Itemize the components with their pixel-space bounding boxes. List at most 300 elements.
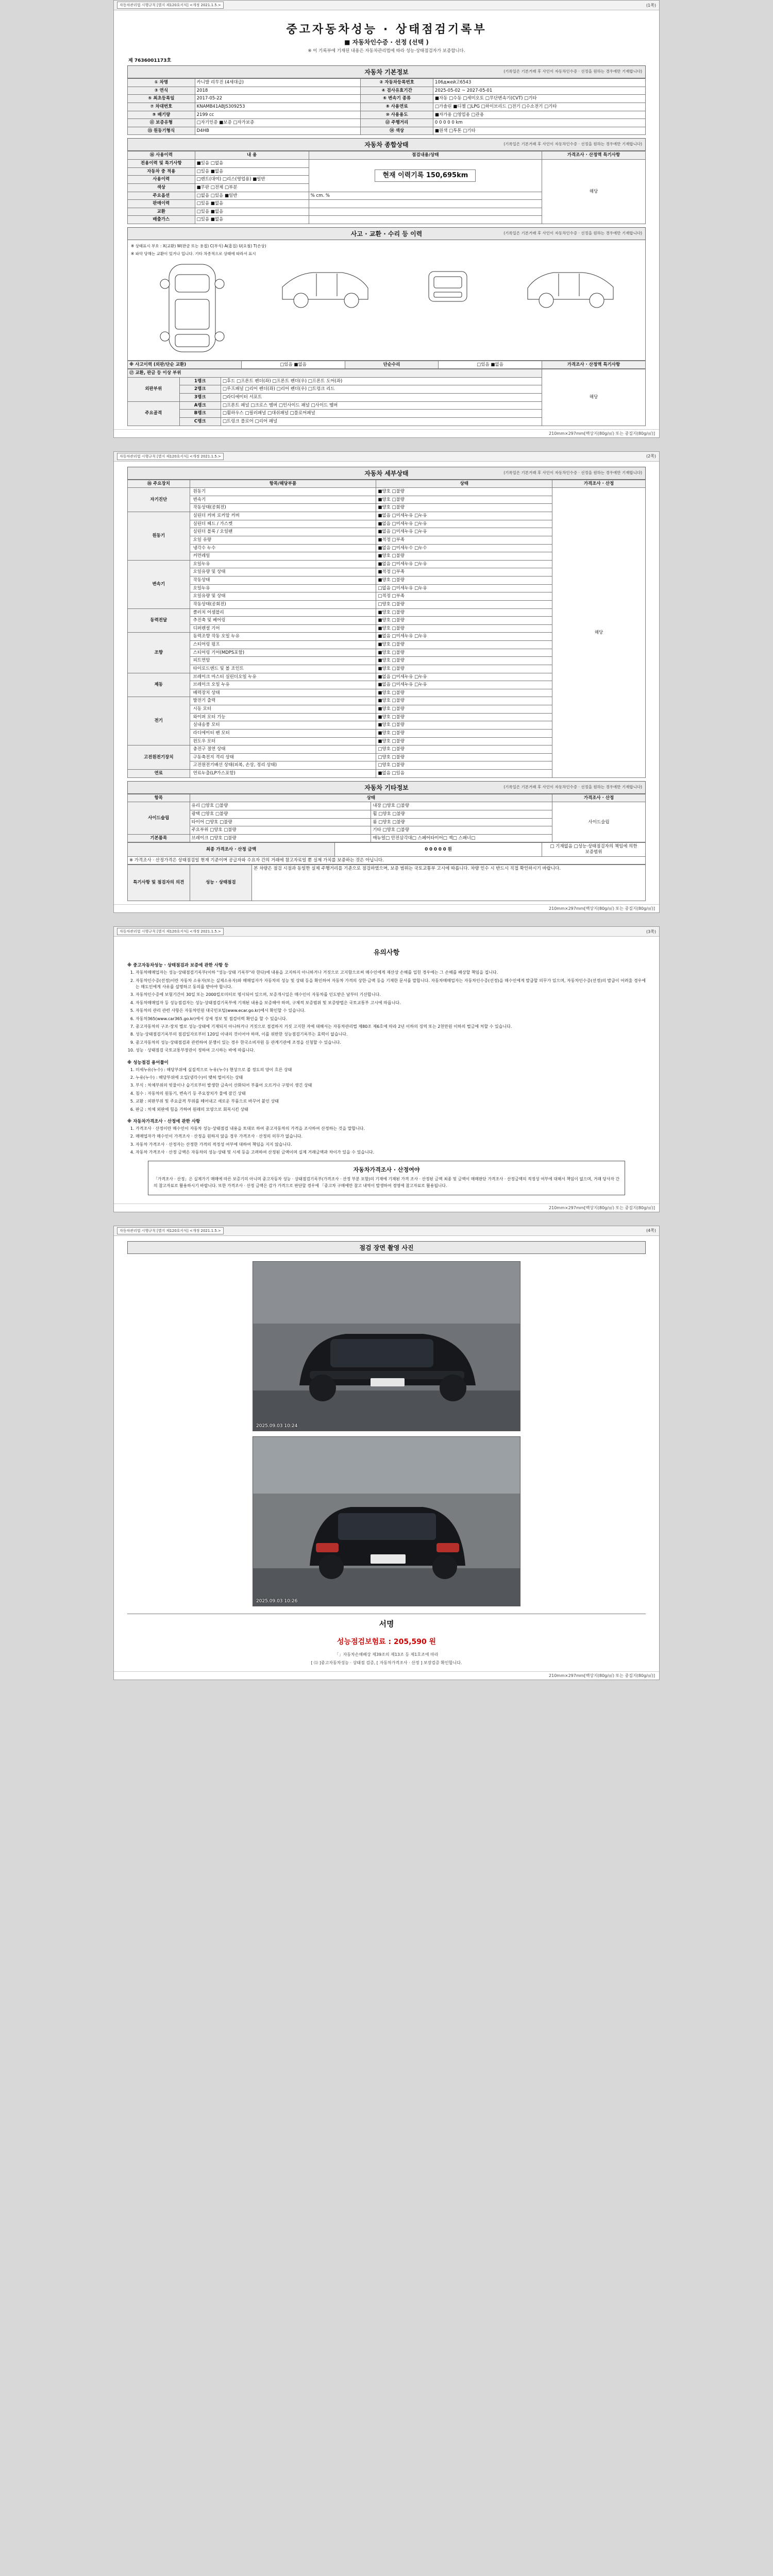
page-header-2 xyxy=(114,452,659,462)
table-header-row xyxy=(128,151,646,160)
detail-item-state: ■양호 □불량 xyxy=(376,617,552,625)
detail-item-state: ■없음 □미세누수 □누수 xyxy=(376,544,552,552)
detail-item-state: ■없음 □미세누유 □누유 xyxy=(376,633,552,641)
row-note xyxy=(309,208,542,216)
notice-item: 3. 부식 : 차체부위의 빗물이나 습기로부터 발생한 금속이 산화되어 부풀어 오르거나 구멍이 생긴 상태 xyxy=(136,1082,646,1089)
band-note-accident: (기록일은 기본거래 후 사인이 자동차인수증 · 선정을 원하는 경우에만 기재합니다) xyxy=(503,231,642,235)
detail-item-name: 커먼레일 xyxy=(190,552,376,561)
parts-header: ⑰ 교환, 판금 등 이상 부위 xyxy=(128,369,542,378)
row-note xyxy=(309,216,542,224)
photo-gallery xyxy=(127,1254,646,1614)
detail-item-name: 작동상태 xyxy=(190,577,376,585)
detail-item-state: ■양호 □불량 xyxy=(376,641,552,649)
band-label-accident: 사고 · 교환 · 수리 등 이력 xyxy=(350,230,423,238)
cell-value: 106джей고6543 xyxy=(433,79,645,87)
notice-box xyxy=(148,1161,625,1195)
rank-label: C랭크 xyxy=(179,417,221,426)
rank-label: 1랭크 xyxy=(179,377,221,385)
rank-label: 2랭크 xyxy=(179,385,221,394)
page-3 xyxy=(113,926,660,1212)
car-side-left-icon xyxy=(276,259,374,316)
notice-item: 2. 매매업자가 매수인이 가격조사 · 산정을 원하지 않을 경우 가격조사 · 산정의 의무가 없습니다. xyxy=(136,1133,646,1140)
document-subnote: ※ 이 기록부에 기재된 내용은 자동차관리법에 따라 성능·상태점검자가 보증합니다. xyxy=(308,48,465,54)
detail-group-label: 연료 xyxy=(128,770,190,778)
detail-item-name: 스티어링 기어(MDPS포함) xyxy=(190,649,376,657)
repair-value: □있음 ■없음 xyxy=(438,361,542,369)
page-footer-1: 210mm×297mm[백상지(80g/㎡) 또는 중질지(80g/㎡)] xyxy=(114,429,659,437)
cell-label: ⑥ 변속기 종류 xyxy=(361,95,433,103)
row-key: 판매이력 xyxy=(128,200,195,208)
notice-box-text: 「가격조사 · 산정」은 실제가기 매매에 따른 보증기의 아니며 중고자동차 성능 · 상태점검기록부(가격조사 · 산정 부분 포함)의 기재에 기재된 가격 조사 · 산정된 금액 최종 및 금액이 매매판단 가격조사 · 산정금액의 적정성 여부에 대해서 책임이 없으며, 거래 당사자 간의 참고자료로 활용하시기 바랍니다. 또한 가격조사 · 산정 금액은 감가 가격으로 판단할 경우에 「중고차 구매에만 참고 내역이 발생하여 경영에 참고자료로 활용됩니다. xyxy=(154,1177,620,1188)
detail-group-label: 변속기 xyxy=(128,560,190,608)
detail-item-name: 실린더 커버 로커암 커버 xyxy=(190,512,376,520)
etc-a: 브레이크 □양호 □불량 xyxy=(190,834,371,842)
table-row xyxy=(128,111,646,119)
detail-group-label: 원동기 xyxy=(128,512,190,561)
detail-item-state: ■적정 □부족 xyxy=(376,568,552,577)
band-note-basic: (기록일은 기본거래 후 사인이 자동차인수증 · 선정을 원하는 경우에만 기재합니다) xyxy=(503,69,642,74)
notice-item: 1. 가격조사 · 산정이란 매수인이 자동차 성능·상태점검 내용을 토대로 하여 중고자동차의 가격을 조사하여 산정하는 것을 말합니다. xyxy=(136,1126,646,1132)
detail-item-name: 동력조향 작동 오일 누유 xyxy=(190,633,376,641)
detail-item-state: ■양호 □불량 xyxy=(376,577,552,585)
detail-state-table xyxy=(127,480,646,778)
notice-item: 2. 누유(누수) : 해당부위에 오일(냉각수)이 맺혀 떨어지는 상태 xyxy=(136,1075,646,1081)
detail-item-state: ■없음 □미세누유 □누유 xyxy=(376,681,552,689)
notice-item: 10. 성능 · 상태점검 국토교통부장관이 정하여 고시하는 바에 따릅니다. xyxy=(136,1047,646,1054)
rank-value: □라디에이터 서포트 xyxy=(221,394,542,402)
detail-item-name: 브레이크 오일 누유 xyxy=(190,681,376,689)
section-band-etc xyxy=(127,781,646,794)
cell-label: ② 자동차등록번호 xyxy=(361,79,433,87)
notice-sec-2: ※ 성능점검 용어풀이 xyxy=(127,1060,169,1065)
accident-label: ※ 사고이력 (외판/단순 교환) xyxy=(128,361,242,369)
row-key: 배출가스 xyxy=(128,216,195,224)
form-code-2: 자동차관리법 시행규칙 [별지 제120호서식] <개정 2021.1.5.> xyxy=(117,453,224,460)
etc-a: 주요부위 □양호 □불량 xyxy=(190,826,371,835)
final-price-table xyxy=(127,842,646,865)
detail-item-state: ■양호 □불량 xyxy=(376,665,552,673)
page-1 xyxy=(113,0,660,438)
rank-label: A랭크 xyxy=(179,401,221,410)
photo-timestamp: 2025.09.03 10:26 xyxy=(256,1598,298,1604)
damage-diagram xyxy=(127,240,646,361)
notice-item: 4. 자동차 가격조사 · 산정 금액은 자동차의 성능·상태 및 시세 등을 고려하여 산정된 금액이며 실제 거래금액과 차이가 있을 수 있습니다. xyxy=(136,1149,646,1156)
row-opts: □있음 ■없음 xyxy=(195,167,309,176)
notice-item: 7. 중고자동차의 구조·장치 별로 성능·상태에 기재되지 아니하거나 거짓으로 점검하지 거짓 고지한 자에 대해서는 자동차관리법 제80조 제6호에 따라 2년 이하의 징역 또는 2천만원 이하의 벌금에 처할 수 있습니다. xyxy=(136,1024,646,1030)
final-price-amount: 0 0 0 0 0 원 xyxy=(335,843,542,856)
row-key: 색상 xyxy=(128,183,195,192)
notice-list-3 xyxy=(127,1126,646,1156)
detail-item-name: 디퍼렌셜 기어 xyxy=(190,624,376,633)
notice-list-2 xyxy=(127,1067,646,1113)
notice-item: 4. 자동차매매업자 등 성능점검자는 성능·상태점검기록부에 기재된 내용을 보증해야 하며, 구체적 보증범위 및 보증방법은 국토교통부 고시에 따릅니다. xyxy=(136,1000,646,1006)
cell-value: KNAMB41ABJS309253 xyxy=(195,103,361,111)
detail-group-label: 전기 xyxy=(128,697,190,745)
detail-group-label: 조향 xyxy=(128,633,190,673)
cell-value: ■자동 □수동 □세미오토 □무단변속기(CVT) □기타 xyxy=(433,95,645,103)
table-row xyxy=(128,119,646,127)
band-note-etc: (기록일은 기본거래 후 사인이 자동차인수증 · 선정을 원하는 경우에만 기재합니다) xyxy=(503,784,642,789)
car-top-view-icon xyxy=(154,259,231,357)
price-note-cell: 해당 xyxy=(542,160,645,224)
etc-a: 유리 □양호 □불량 xyxy=(190,802,371,810)
final-price-sub: □ 기재없음 □성능·상태점검자의 책임에 의한 보증범위 xyxy=(542,843,646,856)
diagram-legend-2: ※ 파악 당해는 교환이 있거나 입니다. 기타 차종적으로 상태에 따라서 표시 xyxy=(131,251,256,257)
detail-item-name: 작동상태(공회전) xyxy=(190,600,376,608)
detail-item-name: 실내송풍 모터 xyxy=(190,721,376,730)
parts-price-note: 해당 xyxy=(542,369,645,426)
cell-label: ⑬ 원동기형식 xyxy=(128,127,195,135)
detail-group-label: 고전원전기장치 xyxy=(128,745,190,770)
detail-group-label: 자기진단 xyxy=(128,488,190,512)
detail-item-name: 스티어링 펌프 xyxy=(190,641,376,649)
etc-b: 내장 □양호 □불량 xyxy=(371,802,552,810)
detail-item-state: ■없음 □미세누유 □누유 xyxy=(376,520,552,528)
group-label: 주요골격 xyxy=(128,401,180,426)
section-band-photos xyxy=(127,1241,646,1254)
car-side-right-icon xyxy=(522,259,619,316)
rank-value: □프론트 패널 □크로스 멤버 □인사이드 패널 □사이드 멤버 xyxy=(221,401,542,410)
detail-item-name: 클러치 어셈블리 xyxy=(190,608,376,617)
row-opts: □없음 □있음 ■일반 xyxy=(195,192,309,200)
cell-label: ⑭ 색상 xyxy=(361,127,433,135)
document-subtitle: ■ 자동차인수증 · 선정 (선택 ) xyxy=(344,39,429,46)
cell-value: ■자가용 □영업용 □관용 xyxy=(433,111,645,119)
row-opts: □있음 ■없음 xyxy=(195,216,309,224)
detail-item-name: 고전원전기배선 상태(피복, 손상, 정리 상태) xyxy=(190,761,376,770)
detail-item-state: ■양호 □불량 xyxy=(376,729,552,737)
detail-item-state: □양호 □불량 xyxy=(376,761,552,770)
band-label-etc: 자동차 기타정보 xyxy=(364,784,409,791)
mileage-value: 현재 이력기록 150,695km xyxy=(375,170,476,182)
inspection-insurance-fee: 성능점검보험료 : 205,590 원 xyxy=(337,1637,436,1646)
detail-item-state: □없음 □미세누유 □누유 xyxy=(376,584,552,592)
detail-item-state: ■양호 □불량 xyxy=(376,496,552,504)
table-row xyxy=(128,488,646,496)
detail-item-name: 추진축 및 베어링 xyxy=(190,617,376,625)
row-opts: □렌트(대여) □리스(영업용) ■일반 xyxy=(195,176,309,184)
car-diagram-top xyxy=(154,259,231,357)
rank-value: □휠하우스 □필러패널 □대쉬패널 □플로어패널 xyxy=(221,410,542,418)
table-header-row xyxy=(128,794,646,802)
col-head-0: ⑯ 사용이력 xyxy=(128,151,195,160)
rank-label: 3랭크 xyxy=(179,394,221,402)
etc-b: 룸 □양호 □불량 xyxy=(371,818,552,826)
detail-item-state: ■양호 □불량 xyxy=(376,488,552,496)
detail-price-note: 해당 xyxy=(552,488,646,778)
basic-info-table xyxy=(127,78,646,135)
repair-label: 단순수리 xyxy=(345,361,439,369)
document-number: 제 7636001173호 xyxy=(128,58,172,63)
detail-item-state: ■양호 □불량 xyxy=(376,608,552,617)
col-head-3: 가격조사 · 산정액 특기사항 xyxy=(542,151,645,160)
page4-footnote-2: [ ⑴ ]중고자동차성능 · 상태점 검증, [ 자동차가격조사 · 산정 ] 보장검증 확인합니다. xyxy=(311,1660,462,1665)
cell-label: ① 차명 xyxy=(128,79,195,87)
inspection-photo-front xyxy=(253,1261,520,1431)
detail-item-name: 연료누출(LP가스포함) xyxy=(190,770,376,778)
col-head-1: 항목/해당부품 xyxy=(190,480,376,488)
detail-item-name: 와이퍼 모터 기능 xyxy=(190,713,376,721)
detail-item-name: 실린더 헤드 / 가스켓 xyxy=(190,520,376,528)
price-note-label: 가격조사 · 산정액 특기사항 xyxy=(542,361,645,369)
notice-title: 유의사항 xyxy=(373,949,400,957)
detail-group-label: 제동 xyxy=(128,673,190,697)
etc-a: 타이어 □양호 □불량 xyxy=(190,818,371,826)
cell-label: ⑪ 보증유형 xyxy=(128,119,195,127)
notice-item: 3. 자동차 가격조사 · 산정자는 산정한 가격의 적정성 여부에 대하여 책임을 지지 않습니다. xyxy=(136,1142,646,1148)
band-label-overall: 자동차 종합상태 xyxy=(364,141,409,149)
table-row xyxy=(128,160,646,168)
detail-item-state: ■없음 □있음 xyxy=(376,770,552,778)
table-header-row xyxy=(128,480,646,488)
cell-value: 2199 cc xyxy=(195,111,361,119)
final-price-label: 최종 가격조사 · 산정 금액 xyxy=(128,843,335,856)
table-row xyxy=(128,103,646,111)
detail-item-name: 발전기 출력 xyxy=(190,697,376,705)
etc-info-table xyxy=(127,794,646,843)
section-band-detail xyxy=(127,467,646,480)
photo-front-illustration xyxy=(253,1262,520,1431)
etc-group-label: 기본품목 xyxy=(128,834,190,842)
table-row xyxy=(128,856,646,865)
cell-value: 0 0 0 0 0 km xyxy=(433,119,645,127)
notice-item: 5. 교환 : 외판부위 및 주요골격 부위를 떼어내고 새로운 부품으로 바꾸어 붙인 상태 xyxy=(136,1098,646,1105)
rank-label: B랭크 xyxy=(179,410,221,418)
notice-item: 4. 침수 : 자동차의 원동기, 변속기 등 주요장치가 물에 잠긴 상태 xyxy=(136,1091,646,1097)
detail-item-state: □양호 □불량 xyxy=(376,745,552,754)
cell-label: ⑧ 사용연료 xyxy=(361,103,433,111)
notice-item: 1. 자동차매매업자는 성능·상태점검기록부(이하 "성능·상태 기록부"라 한다)에 내용을 고지하지 아니하거나 거짓으로 고지함으로써 매수인에게 재산상 손해를 입힌 경우에는 그 손해를 배상할 책임을 집니다. xyxy=(136,970,646,976)
table-row xyxy=(128,369,646,378)
parts-exchange-table xyxy=(127,369,646,426)
detail-item-name: 충전구 절연 상태 xyxy=(190,745,376,754)
detail-item-state: ■양호 □불량 xyxy=(376,552,552,561)
col-head-2: 가격조사 · 산정 xyxy=(552,794,646,802)
notice-item: 3. 자동차인수증에 보험기간이 30일 또는 2000킬로미터로 명시되어 있으며, 보증개시일은 매수인이 자동차를 인도받은 날부터 기산합니다. xyxy=(136,992,646,998)
detail-item-name: 타이로드엔드 및 볼 조인트 xyxy=(190,665,376,673)
rank-value: □루프패널 □리어 펜더(좌) □리어 펜더(우) □트렁크 리드 xyxy=(221,385,542,394)
detail-item-name: 오일 유량 xyxy=(190,536,376,544)
group-label: 외판부위 xyxy=(128,377,180,401)
car-diagram-row xyxy=(131,259,642,357)
detail-item-state: ■적정 □부족 xyxy=(376,536,552,544)
row-key: 전용이력 및 특기사항 xyxy=(128,160,195,168)
col-head-0: 항목 xyxy=(128,794,190,802)
notice-list-1 xyxy=(127,970,646,1054)
page-footer-4: 210mm×297mm[백상지(80g/㎡) 또는 중질지(80g/㎡)] xyxy=(114,1671,659,1680)
page-header-3 xyxy=(114,927,659,937)
etc-b: 휠 □양호 □불량 xyxy=(371,810,552,818)
rank-value: □후드 □프론트 펜더(좌) □프론트 펜더(우) □프론트 도어(좌) xyxy=(221,377,542,385)
detail-item-state: ■양호 □불량 xyxy=(376,657,552,665)
table-row xyxy=(128,95,646,103)
cell-value: 2018 xyxy=(195,87,361,95)
cell-label: ⑨ 배기량 xyxy=(128,111,195,119)
col-head-1: 상태 xyxy=(190,794,552,802)
section-band-overall xyxy=(127,138,646,151)
signature-band: 서명 xyxy=(127,1614,646,1633)
detail-item-state: □적정 □부족 xyxy=(376,592,552,601)
section-band-accident xyxy=(127,227,646,240)
cell-value: 카니발 리무진 (4세대급) xyxy=(195,79,361,87)
detail-item-name: 변속기 xyxy=(190,496,376,504)
detail-item-state: ■양호 □불량 xyxy=(376,624,552,633)
accident-value: □있음 ■없음 xyxy=(242,361,345,369)
notice-item: 6. 판금 : 차체 외판에 힘을 가하여 원래의 모양으로 회복시킨 상태 xyxy=(136,1107,646,1113)
page-header-4 xyxy=(114,1226,659,1236)
table-row xyxy=(128,865,646,901)
car-diagram-left xyxy=(276,259,374,316)
detail-item-state: ■양호 □불량 xyxy=(376,713,552,721)
row-key: 교환 xyxy=(128,208,195,216)
car-front-view-icon xyxy=(419,259,476,316)
inspection-photo-rear xyxy=(253,1436,520,1606)
detail-item-name: 오일누유 xyxy=(190,584,376,592)
cell-label: ③ 연식 xyxy=(128,87,195,95)
detail-item-state: ■양호 □불량 xyxy=(376,737,552,745)
accident-summary-table xyxy=(127,361,646,369)
cell-value: D4HB xyxy=(195,127,361,135)
notice-sec-1: ※ 중고자동차성능 · 상태점검과 보증에 관한 사항 등 xyxy=(127,963,229,969)
cell-label: ⑤ 최초등록일 xyxy=(128,95,195,103)
row-opts: □있음 ■없음 xyxy=(195,200,309,208)
etc-b: 기타 □양호 □불량 xyxy=(371,826,552,835)
special-note-sub: 성능 · 상태점검 xyxy=(190,865,252,901)
detail-item-name: 윈도우 모터 xyxy=(190,737,376,745)
cell-label: ④ 검사유효기간 xyxy=(361,87,433,95)
detail-item-state: ■없음 □미세누유 □누유 xyxy=(376,560,552,568)
cell-label: ⑩ 사용용도 xyxy=(361,111,433,119)
detail-item-state: ■없음 □미세누유 □누유 xyxy=(376,528,552,536)
page-number-1: (1쪽) xyxy=(646,3,656,8)
diagram-legend-1: ※ 상태표시 부호 : X(교환) W(판금 또는 용접) C(부식) A(흠집) U(요철) T(손상) xyxy=(131,244,266,248)
special-note-table xyxy=(127,865,646,901)
special-note-label: 특기사항 및 점검자의 의견 xyxy=(128,865,190,901)
form-code-4: 자동차관리법 시행규칙 [별지 제120호서식] <개정 2021.1.5.> xyxy=(117,1227,224,1234)
table-row xyxy=(128,87,646,95)
etc-price-note: 사이드슬립 xyxy=(552,802,646,842)
etc-a: 광택 □양호 □불량 xyxy=(190,810,371,818)
notice-section xyxy=(114,937,659,1203)
notice-box-title: 자동차가격조사 · 산정여야 xyxy=(353,1166,420,1174)
detail-item-name: 배력장치 상태 xyxy=(190,689,376,697)
row-key: 자동차 중 적용 xyxy=(128,167,195,176)
notice-item: 2. 자동차인수증(선정)이란 자동차 소유자(또는 실제소유자)와 매매업자가 자동차의 성능 및 상태 등을 확인하여 자동차 가격의 상한·금액 등을 기재한 문서를 말합니다. 자동차매매업자는 자동차인수증(선정)을 매수인에게 발급할 의무가 있으며, 자동차인수증(선정)의 발급이 어려울 경우에는 매도인에게 사유를 설명하고 동의를 받아야 합니다. xyxy=(136,978,646,991)
notice-item: 8. 성능·상태점검기록부의 점검일자로부터 120일 이내의 것이어야 하며, 이를 위반한 성능점검기록부는 효력이 없습니다. xyxy=(136,1031,646,1038)
notice-item: 9. 중고자동차의 성능·상태점검과 관련하여 분쟁이 있는 경우 한국소비자원 등 관계기관에 조정을 신청할 수 있습니다. xyxy=(136,1040,646,1046)
row-key: 사용이력 xyxy=(128,176,195,184)
band-label-basic: 자동차 기본정보 xyxy=(364,69,409,76)
detail-item-state: ■양호 □불량 xyxy=(376,504,552,512)
car-diagram-right xyxy=(522,259,619,316)
row-opts: □있음 ■없음 xyxy=(195,208,309,216)
band-label-photos: 점검 장면 촬영 사진 xyxy=(359,1244,414,1251)
detail-item-name: 피트먼암 xyxy=(190,657,376,665)
notice-item: 5. 자동차의 관리 관련 사항은 자동차민원 대국민포털(www.ecar.go.kr)에서 확인할 수 있습니다. xyxy=(136,1008,646,1014)
detail-item-state: ■양호 □불량 xyxy=(376,689,552,697)
row-opts: ■있음 □없음 xyxy=(195,160,309,168)
detail-item-name: 브레이크 마스터 실린더오일 누유 xyxy=(190,673,376,681)
col-head-3: 가격조사 · 산정 xyxy=(552,480,646,488)
photo-rear-illustration xyxy=(253,1437,520,1606)
form-code-1: 자동차관리법 시행규칙 [별지 제120호서식] <개정 2021.1.5.> xyxy=(117,2,224,9)
photo-timestamp: 2025.09.03 10:24 xyxy=(256,1423,298,1429)
cell-value: □가솔린 ■디젤 □LPG □하이브리드 □전기 □수소전기 □기타 xyxy=(433,103,645,111)
cell-value: ■원색 □투톤 □기타 xyxy=(433,127,645,135)
page4-footnote-1: 「」자동차손해배상 제39조의 제13조 등 제1호조에 따라 xyxy=(334,1652,439,1657)
cell-value: □자기인증 ■보증 □자가보증 xyxy=(195,119,361,127)
detail-item-name: 냉각수 누수 xyxy=(190,544,376,552)
detail-item-state: □양호 □불량 xyxy=(376,600,552,608)
notice-sec-3: ※ 자동차가격조사 · 산정에 관한 사항 xyxy=(127,1118,200,1124)
page-4 xyxy=(113,1226,660,1680)
detail-item-name: 오일유량 및 상태 xyxy=(190,568,376,577)
detail-item-name: 오일누유 xyxy=(190,560,376,568)
detail-item-name: 실린더 블록 / 오일팬 xyxy=(190,528,376,536)
detail-group-label: 동력전달 xyxy=(128,608,190,633)
col-head-2: 점검내용/상태 xyxy=(309,151,542,160)
band-note-overall: (기록일은 기본거래 후 사인이 자동차인수증 · 선정을 원하는 경우에만 기재합니다) xyxy=(503,142,642,147)
cell-value: 2025-05-02 ~ 2027-05-01 xyxy=(433,87,645,95)
row-key: 주요옵션 xyxy=(128,192,195,200)
row-note: % cm. % xyxy=(309,192,542,200)
detail-item-state: ■양호 □불량 xyxy=(376,721,552,730)
table-row xyxy=(128,843,646,856)
section-band-basic-info xyxy=(127,65,646,78)
detail-item-state: ■양호 □불량 xyxy=(376,697,552,705)
etc-b: 매뉴얼□ 안전삼각대□ 스페어타이어□ 잭□ 스패너□ xyxy=(371,834,552,842)
detail-item-state: ■없음 □미세누유 □누유 xyxy=(376,512,552,520)
table-row xyxy=(128,802,646,810)
page-number-3: (3쪽) xyxy=(646,929,656,934)
page-2 xyxy=(113,451,660,913)
cell-value: 2017-05-22 xyxy=(195,95,361,103)
detail-item-name: 라디에이터 팬 모터 xyxy=(190,729,376,737)
row-note xyxy=(309,200,542,208)
detail-item-name: 작동상태(공회전) xyxy=(190,504,376,512)
col-head-1: 내 용 xyxy=(195,151,309,160)
overall-state-table xyxy=(127,151,646,224)
table-row xyxy=(128,361,646,369)
band-note-detail: (기록일은 기본거래 후 사인이 자동차인수증 · 선정을 원하는 경우에만 기재합니다) xyxy=(503,470,642,475)
col-head-2: 상태 xyxy=(376,480,552,488)
detail-item-name: 구동축전지 격리 상태 xyxy=(190,753,376,761)
mileage-cell xyxy=(309,160,542,192)
cell-label: ⑦ 차대번호 xyxy=(128,103,195,111)
page-header-1 xyxy=(114,1,659,10)
notice-item: 6. 자동차365(www.car365.go.kr)에서 상세 정보 및 점검이력 확인을 할 수 있습니다. xyxy=(136,1016,646,1022)
detail-item-state: ■양호 □불량 xyxy=(376,649,552,657)
final-price-note: ※ 가격조사 · 산정가격은 상태점검일 현재 기준이며 공급자와 수요자 간의 거래에 참고자료일 뿐 실제 가치를 보증하는 것은 아닙니다. xyxy=(128,856,646,865)
page-footer-2: 210mm×297mm[백상지(80g/㎡) 또는 중질지(80g/㎡)] xyxy=(114,904,659,912)
page-footer-3: 210mm×297mm[백상지(80g/㎡) 또는 중질지(80g/㎡)] xyxy=(114,1204,659,1212)
detail-item-state: □양호 □불량 xyxy=(376,753,552,761)
page-number-2: (2쪽) xyxy=(646,454,656,459)
detail-item-name: 원동기 xyxy=(190,488,376,496)
page-title: 중고자동차성능 · 상태점검기록부 xyxy=(286,23,487,36)
car-diagram-front xyxy=(419,259,476,316)
form-code-3: 자동차관리법 시행규칙 [별지 제120호서식] <개정 2021.1.5.> xyxy=(117,928,224,935)
detail-item-state: ■없음 □미세누유 □누유 xyxy=(376,673,552,681)
row-opts: ■무판 □전체 □부분 xyxy=(195,183,309,192)
rank-value: □트렁크 플로어 □리어 패널 xyxy=(221,417,542,426)
detail-item-name: 시동 모터 xyxy=(190,705,376,714)
special-note-text: 본 차량은 점검 시점과 동일한 실제 주행거리를 기준으로 점검하였으며, 보증 범위는 국토교통부 고시에 따릅니다. 차량 인수 시 반드시 직접 확인하시기 바랍니다. xyxy=(252,865,646,901)
notice-item: 1. 미세누유(누수) : 해당부위에 실질적으로 누유(누수) 현상으로 볼 정도의 양이 흐른 상태 xyxy=(136,1067,646,1073)
table-row xyxy=(128,127,646,135)
table-row xyxy=(128,79,646,87)
detail-item-state: ■양호 □불량 xyxy=(376,705,552,714)
